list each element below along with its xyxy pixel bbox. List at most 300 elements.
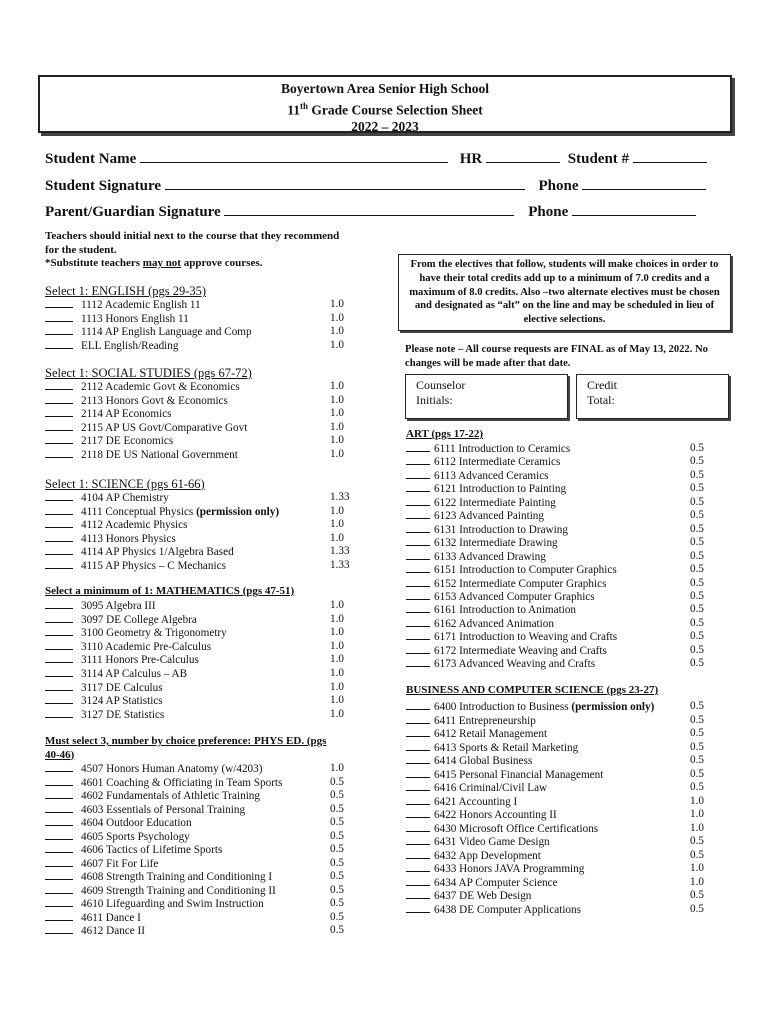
social-course-row [45,407,172,422]
course-selection-line[interactable] [406,482,430,492]
art-course-row [406,550,546,565]
course-name: 6400 Introduction to Business [434,701,572,713]
course-credit: 1.0 [330,518,344,530]
course-name: 6414 Global Business [434,755,533,767]
course-selection-line[interactable] [45,857,73,867]
course-selection-line[interactable] [406,754,430,764]
course-credit: 0.5 [690,589,704,602]
course-selection-line[interactable] [45,681,73,691]
course-selection-line[interactable] [45,448,73,458]
english-course-row [45,325,252,340]
course-credit: 1.0 [330,420,344,433]
business-course-row [406,700,654,715]
course-name: 4113 Honors Physics [81,532,176,545]
math-course-row [45,694,163,709]
course-name: 6153 Advanced Computer Graphics [434,590,595,603]
art-course-row [406,563,617,578]
course-credit: 1.0 [330,448,344,460]
course-credit: 0.5 [330,856,344,869]
course-name: 4603 Essentials of Personal Training [81,803,246,816]
permission-note: (permission only) [571,701,655,713]
course-credit: 0.5 [690,643,704,656]
student-name-label: Student Name [45,151,137,167]
course-selection-line[interactable] [45,843,73,853]
physed-course-row [45,911,141,926]
course-name: 6433 Honors JAVA Programming [434,863,585,875]
art-section-title: ART (pgs 17-22) [406,428,484,440]
physed-course-row [45,897,264,912]
course-selection-line[interactable] [45,505,73,515]
course-name: 4606 Tactics of Lifetime Sports [81,844,223,856]
phone-label: Phone [538,178,579,194]
course-selection-line[interactable] [406,903,430,913]
course-credit: 0.5 [690,657,704,670]
physed-title-line2: 40-46) [45,748,75,761]
physed-section-title [45,735,350,762]
student-name-field[interactable] [140,150,448,163]
parent-phone-label: Phone [528,204,569,220]
course-selection-line[interactable] [45,653,73,663]
parent-phone-field[interactable] [572,203,696,216]
course-selection-line[interactable] [45,667,73,677]
course-selection-line[interactable] [45,325,73,335]
business-course-row [406,727,547,742]
business-course-row [406,822,598,837]
course-credit: 0.5 [330,775,344,788]
course-selection-line[interactable] [45,803,73,813]
course-selection-line[interactable] [406,849,430,859]
course-name: 6413 Sports & Retail Marketing [434,741,579,754]
course-credit: 1.33 [330,558,350,571]
header-box [38,75,732,133]
course-credit: 0.5 [330,816,344,828]
course-selection-line[interactable] [45,870,73,880]
art-course-row [406,482,566,497]
course-selection-line[interactable] [406,523,430,533]
math-course-row [45,708,164,723]
business-course-row [406,862,584,877]
course-name: 4611 Dance I [81,911,141,924]
course-selection-line[interactable] [406,781,430,791]
course-selection-line[interactable] [45,394,73,404]
course-name: 6411 Entrepreneurship [434,714,536,727]
art-course-row [406,536,558,551]
art-course-row [406,509,544,524]
art-course-row [406,617,554,632]
course-credit: 0.5 [690,536,704,549]
course-selection-line[interactable] [406,768,430,778]
counselor-label: Counselor [416,378,466,392]
course-credit: 1.0 [330,707,344,720]
course-name: 4610 Lifeguarding and Swim Instruction [81,898,264,910]
business-course-row [406,795,517,810]
physed-course-row [45,924,145,939]
math-course-row [45,599,156,614]
course-credit: 1.0 [330,653,344,666]
physed-course-row [45,884,276,899]
course-selection-line[interactable] [45,312,73,322]
course-selection-line[interactable] [406,889,430,899]
teacher-note [45,230,375,271]
social-section-title: Select 1: SOCIAL STUDIES (pgs 67-72) [45,366,252,380]
course-name: 6151 Introduction to Computer Graphics [434,564,617,577]
course-credit: 1.0 [330,599,344,611]
math-course-row [45,640,211,655]
course-selection-line[interactable] [45,924,73,934]
course-credit: 0.5 [690,509,704,522]
art-course-row [406,657,595,672]
course-credit: 0.5 [690,616,704,629]
course-selection-line[interactable] [45,613,73,623]
course-selection-line[interactable] [45,640,73,650]
course-credit: 1.0 [330,380,344,392]
course-selection-line[interactable] [406,644,430,654]
course-selection-line[interactable] [406,617,430,627]
student-number-label: Student # [567,151,630,167]
course-selection-line[interactable] [45,532,73,542]
course-name: 6412 Retail Management [434,728,548,740]
course-name: 6430 Microsoft Office Certifications [434,822,599,835]
course-credit: 0.5 [690,563,704,576]
course-credit: 0.5 [690,549,704,562]
course-name: 4602 Fundamentals of Athletic Training [81,790,260,802]
course-credit: 1.0 [330,325,344,337]
course-name: 6415 Personal Financial Management [434,768,604,781]
course-selection-line[interactable] [45,694,73,704]
course-name: 6172 Intermediate Weaving and Crafts [434,644,607,657]
art-course-row [406,523,568,538]
art-course-row [406,577,606,592]
course-credit: 0.5 [690,713,704,726]
course-name: 6161 Introduction to Animation [434,604,577,617]
course-credit: 1.0 [690,794,704,807]
course-name: 6133 Advanced Drawing [434,550,546,563]
art-course-row [406,442,570,457]
hr-field[interactable] [486,150,560,163]
course-selection-line[interactable] [406,741,430,751]
course-credit: 0.5 [690,482,704,495]
course-selection-line[interactable] [45,339,73,349]
course-selection-line[interactable] [406,795,430,805]
english-section-title: Select 1: ENGLISH (pgs 29-35) [45,284,207,298]
course-selection-line[interactable] [406,727,430,737]
course-credit: 0.5 [330,910,344,923]
social-course-row [45,380,240,395]
course-selection-line[interactable] [45,491,73,501]
course-credit: 0.5 [690,468,704,481]
math-course-row [45,653,199,668]
course-credit: 0.5 [690,767,704,780]
business-course-row [406,768,603,783]
course-selection-line[interactable] [406,563,430,573]
art-course-row [406,630,617,645]
student-signature-row [45,177,706,195]
science-course-row [45,545,234,560]
physed-title-line1: Must select 3, number by choice preference: PHYS ED. (pgs [45,735,327,747]
course-selection-line[interactable] [45,421,73,431]
course-credit: 1.33 [330,545,350,557]
course-credit: 1.0 [330,311,344,324]
course-name: 3097 DE College Algebra [81,613,197,626]
course-selection-line[interactable] [45,816,73,826]
counselor-initials-box[interactable] [405,374,568,419]
course-credit: 1.0 [330,762,344,774]
course-name: 4104 AP Chemistry [81,492,169,504]
business-course-row [406,808,557,823]
course-selection-line[interactable] [45,708,73,718]
math-course-row [45,681,163,696]
course-credit: 0.5 [330,843,344,855]
parent-signature-label: Parent/Guardian Signature [45,204,221,220]
course-credit: 0.5 [330,870,344,882]
course-selection-line[interactable] [406,630,430,640]
course-credit: 0.5 [690,630,704,643]
course-name: 1112 Academic English 11 [81,299,201,311]
math-section-title: Select a minimum of 1: MATHEMATICS (pgs 47-51) [45,585,295,597]
course-selection-line[interactable] [406,590,430,600]
course-credit: 0.5 [690,848,704,861]
course-name: 6111 Introduction to Ceramics [434,443,571,455]
course-name: 4608 Strength Training and Conditioning I [81,871,273,883]
course-name: 3095 Algebra III [81,600,156,612]
course-name: 6173 Advanced Weaving and Crafts [434,658,596,671]
course-name: 6122 Intermediate Painting [434,496,556,509]
course-name: 6162 Advanced Animation [434,617,554,630]
course-name: 6434 AP Computer Science [434,876,558,889]
course-selection-line[interactable] [45,599,73,609]
course-selection-line[interactable] [45,789,73,799]
course-name: 6421 Accounting I [434,795,518,808]
course-credit: 0.5 [690,576,704,589]
english-course-row [45,312,189,327]
physed-course-row [45,776,282,791]
student-signature-field[interactable] [165,177,525,190]
course-selection-line[interactable] [406,442,430,452]
course-name: 6121 Introduction to Painting [434,483,567,496]
course-name: ELL English/Reading [81,339,179,352]
course-selection-line[interactable] [45,776,73,786]
course-selection-line[interactable] [406,550,430,560]
course-name: 1113 Honors English 11 [81,312,189,325]
course-credit: 0.5 [690,455,704,468]
total-label: Total: [587,393,615,407]
course-name: 2117 DE Economics [81,435,174,448]
english-course-row [45,339,178,354]
social-course-row [45,394,228,409]
course-name: 6437 DE Web Design [434,890,532,902]
permission-note: (permission only) [196,505,280,518]
course-selection-line[interactable] [406,862,430,872]
course-credit: 0.5 [330,883,344,896]
course-credit: 1.0 [330,434,344,447]
course-name: 2113 Honors Govt & Economics [81,394,228,407]
art-course-row [406,644,607,659]
course-selection-line[interactable] [406,577,430,587]
course-selection-line[interactable] [45,884,73,894]
science-course-row [45,559,226,574]
course-credit: 1.0 [330,680,344,693]
math-course-row [45,667,187,682]
course-name: 4612 Dance II [81,925,145,937]
art-course-row [406,496,556,511]
course-name: 2114 AP Economics [81,408,172,421]
course-credit: 1.0 [330,612,344,625]
math-course-row [45,613,197,628]
course-credit: 0.5 [330,802,344,815]
physed-course-row [45,803,245,818]
course-name: 2115 AP US Govt/Comparative Govt [81,421,248,434]
course-credit: 0.5 [330,789,344,801]
course-name: 6422 Honors Accounting II [434,809,557,821]
course-name: 6113 Advanced Ceramics [434,469,549,482]
course-selection-line[interactable] [45,626,73,636]
teacher-note-line2: for the student. [45,243,117,256]
course-name: 6432 App Development [434,849,541,862]
course-credit: 0.5 [690,700,704,712]
business-course-row [406,889,531,904]
social-course-row [45,434,173,449]
course-name: 4605 Sports Psychology [81,830,190,843]
course-credit: 0.5 [690,495,704,508]
physed-course-row [45,789,260,804]
course-credit: 0.5 [690,522,704,535]
course-selection-line[interactable] [406,603,430,613]
business-course-row [406,903,581,918]
business-course-row [406,754,532,769]
business-course-row [406,835,550,850]
course-selection-line[interactable] [406,469,430,479]
student-number-field[interactable] [633,150,707,163]
course-credit: 0.5 [690,754,704,766]
course-name: 4609 Strength Training and Conditioning II [81,884,276,897]
art-course-row [406,603,576,618]
social-course-row [45,421,247,436]
course-name: 3124 AP Statistics [81,695,163,708]
course-credit: 1.0 [690,808,704,820]
course-credit: 1.0 [330,667,344,679]
course-credit: 0.5 [690,781,704,793]
art-course-row [406,469,549,484]
course-selection-line[interactable] [406,509,430,519]
course-selection-line[interactable] [406,714,430,724]
art-course-row [406,590,595,605]
course-credit: 1.0 [330,393,344,406]
course-credit: 0.5 [690,727,704,739]
course-selection-line[interactable] [45,298,73,308]
course-selection-line[interactable] [406,496,430,506]
business-course-row [406,741,578,756]
teacher-note-line3: *Substitute teachers may not approve courses. [45,257,263,269]
course-name: 4115 AP Physics – C Mechanics [81,559,226,572]
school-year: 2022 – 2023 [351,118,419,134]
course-credit: 0.5 [690,740,704,753]
course-selection-line[interactable] [45,897,73,907]
course-name: 3100 Geometry & Trigonometry [81,627,227,640]
course-credit: 0.5 [690,889,704,901]
course-selection-line[interactable] [406,536,430,546]
physed-course-row [45,762,262,777]
parent-signature-field[interactable] [224,203,514,216]
course-selection-line[interactable] [45,911,73,921]
course-selection-line[interactable] [406,822,430,832]
course-name: 4601 Coaching & Officiating in Team Sports [81,776,283,789]
business-course-row [406,849,541,864]
course-credit: 1.33 [330,491,350,503]
physed-course-row [45,816,192,831]
course-credit: 0.5 [690,835,704,847]
teacher-note-line1: Teachers should initial next to the course that they recommend [45,230,340,242]
course-selection-line[interactable] [45,407,73,417]
science-course-row [45,505,279,520]
course-credit: 0.5 [330,897,344,909]
physed-course-row [45,830,190,845]
course-selection-line[interactable] [45,559,73,569]
course-name: 3127 DE Statistics [81,708,165,721]
course-selection-line[interactable] [45,518,73,528]
course-selection-line[interactable] [406,876,430,886]
course-selection-line[interactable] [45,830,73,840]
course-credit: 1.0 [330,504,344,517]
course-selection-line[interactable] [45,545,73,555]
course-name: 3117 DE Calculus [81,681,163,694]
science-section-title: Select 1: SCIENCE (pgs 61-66) [45,477,205,491]
physed-course-row [45,857,158,872]
student-phone-field[interactable] [582,177,706,190]
course-name: 6171 Introduction to Weaving and Crafts [434,631,618,644]
course-credit: 1.0 [330,298,344,310]
course-selection-line[interactable] [406,835,430,845]
course-name: 6131 Introduction to Drawing [434,523,568,536]
course-selection-line[interactable] [45,762,73,772]
course-selection-line[interactable] [45,434,73,444]
course-selection-line[interactable] [406,657,430,667]
course-credit: 1.0 [690,821,704,834]
course-selection-line[interactable] [406,808,430,818]
initials-label: Initials: [416,393,453,407]
course-credit: 0.5 [690,442,704,454]
course-credit: 1.0 [690,875,704,888]
course-selection-line[interactable] [406,455,430,465]
form-title: 11th Grade Course Selection Sheet [287,100,483,117]
parent-signature-row [45,203,696,221]
course-credit: 1.0 [330,407,344,420]
course-selection-line[interactable] [406,700,430,710]
credit-label: Credit [587,378,617,392]
course-name: 6112 Intermediate Ceramics [434,456,561,469]
course-name: 3110 Academic Pre-Calculus [81,640,212,653]
physed-course-row [45,870,272,885]
student-name-row [45,150,707,168]
school-name: Boyertown Area Senior High School [280,81,489,96]
course-name: 2112 Academic Govt & Economics [81,381,240,393]
art-course-row [406,455,560,470]
business-course-row [406,876,558,891]
course-credit: 1.0 [330,626,344,639]
business-course-row [406,714,536,729]
final-requests-note: Please note – All course requests are FINAL as of May 13, 2022. No changes will be made after that date. [405,344,708,369]
course-name: 3111 Honors Pre-Calculus [81,654,199,667]
course-credit: 1.0 [330,639,344,652]
student-signature-label: Student Signature [45,178,162,194]
electives-instructions-box: From the electives that follow, students will make choices in order to have their total credits add up to a minimum of 7.0 credits and a maximum of 8.0 credits. Also –two alternate electives must be chosen and designated as “alt” on the line and may be scheduled in lieu of elective selections. [398,254,731,331]
course-selection-line[interactable] [45,380,73,390]
science-course-row [45,532,176,547]
course-credit: 1.0 [330,531,344,544]
course-credit: 0.5 [330,829,344,842]
business-course-row [406,781,547,796]
physed-course-row [45,843,222,858]
credit-total-box[interactable] [576,374,729,419]
